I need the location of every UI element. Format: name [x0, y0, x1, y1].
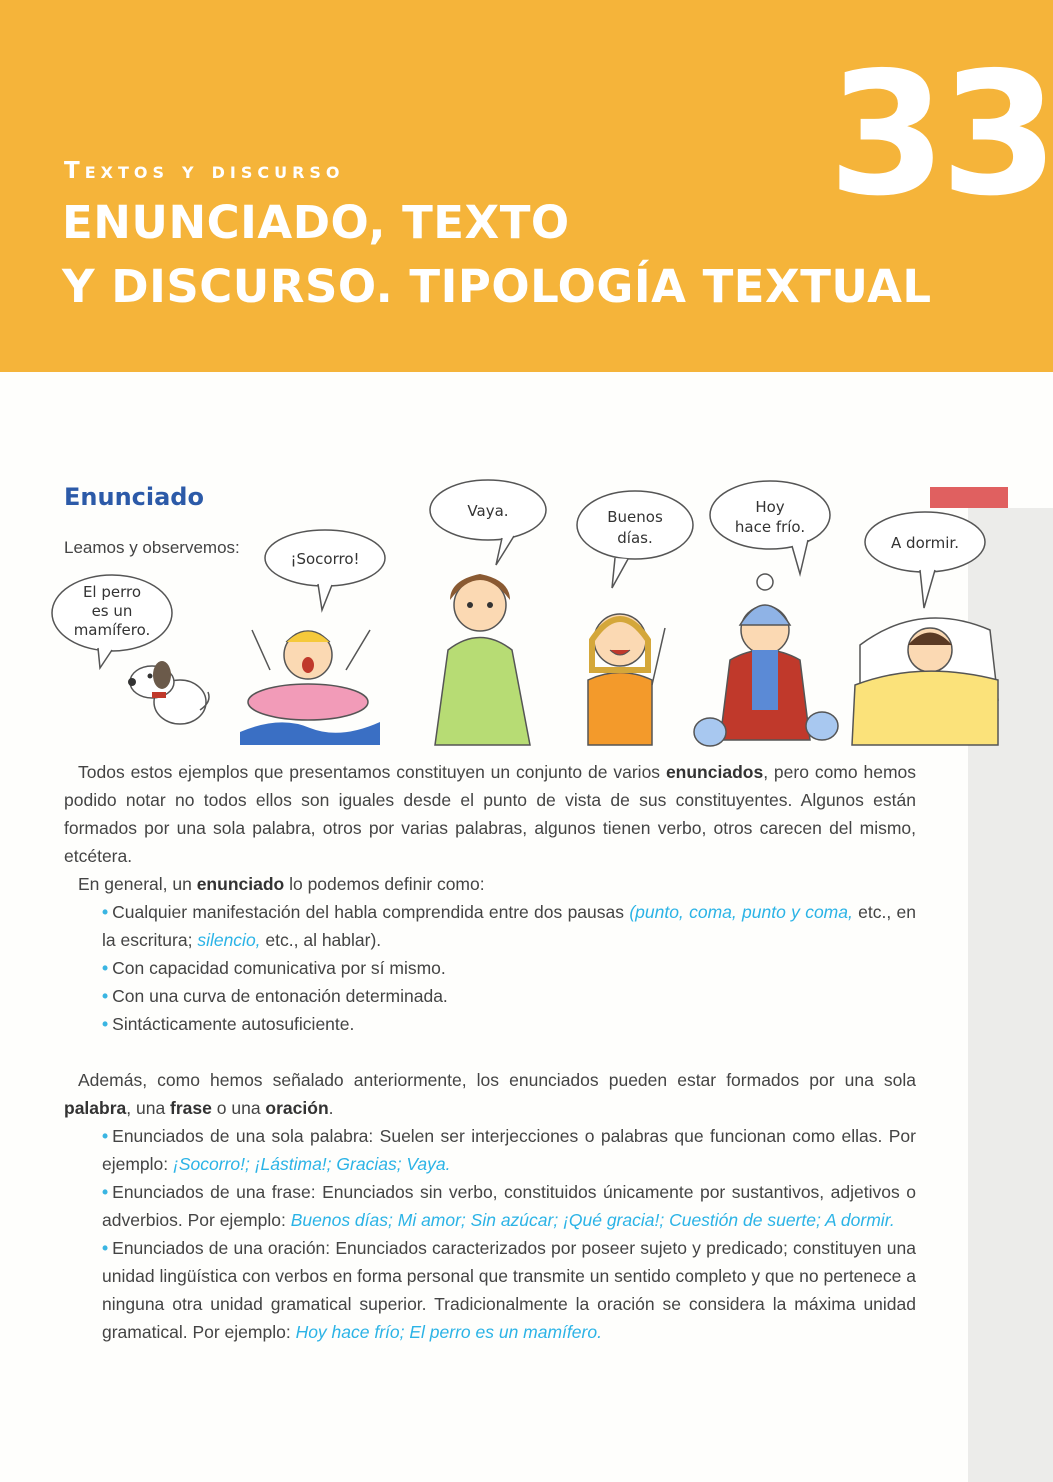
paragraph-2: En general, un enunciado lo podemos definir como:: [78, 874, 485, 894]
illustration-strip: [40, 470, 1000, 760]
cold-man-figure: [694, 574, 838, 746]
woman-figure: [435, 574, 530, 745]
list-item: • Con capacidad comunicativa por sí mismo.: [102, 958, 446, 978]
bubble-perro: [52, 575, 172, 668]
bubble-dormir: [865, 512, 985, 608]
bubble-buenos: [577, 491, 693, 588]
chapter-number: 33: [828, 36, 1053, 234]
list-item: • Cualquier manifestación del habla comprendida entre dos pausas (punto, coma, punto y coma, etc., en la escritura; silencio, etc., al hablar).: [102, 902, 916, 950]
list-item: • Enunciados de una frase: Enunciados sin verbo, constituidos únicamente por sustantivos, adjetivos o adverbios. Por ejemplo: Buenos días; Mi amor; Sin azúcar; ¡Qué gracia!; Cuestión de suerte; A dormir.: [102, 1182, 916, 1230]
paragraph-1: Todos estos ejemplos que presentamos constituyen un conjunto de varios enunciados, pero como hemos podido notar no todos ellos son iguales desde el punto de vista de sus constituyentes. Algunos están formados por una sola palabra, otros por varias palabras, algunos tienen verbo, otros carecen del mismo, etcétera.: [64, 762, 917, 866]
bubble-buenos-line2: días.: [617, 529, 653, 547]
chapter-title-line1: ENUNCIADO, TEXTO: [62, 196, 570, 249]
sleeping-child-figure: [852, 618, 998, 745]
bubble-perro-line3: mamífero.: [73, 621, 151, 639]
bubble-buenos-line1: Buenos: [607, 508, 663, 526]
bubble-hoy: [710, 481, 830, 574]
girl-figure: [588, 614, 665, 745]
term-enunciados: enunciados: [665, 762, 764, 782]
term-enunciado: enunciado: [196, 874, 285, 894]
chapter-title-line2: Y DISCURSO. TIPOLOGÍA TEXTUAL: [62, 260, 932, 313]
bubble-hoy-line2: hace frío.: [734, 518, 806, 536]
bubble-socorro-text: ¡Socorro!: [290, 550, 360, 568]
list-item: • Enunciados de una oración: Enunciados caracterizados por poseer sujeto y predicado; constituyen una unidad lingüística con verbos en forma personal que transmite un sentido completo y que no pertenece a ninguna otra unidad gramatical superior. Tradicionalmente la oración se considera la máxima unidad gramatical. Por ejemplo: Hoy hace frío; El perro es un mamífero.: [102, 1238, 916, 1342]
list-item: • Sintácticamente autosuficiente.: [102, 1014, 355, 1034]
bubble-perro-line1: El perro: [82, 583, 142, 601]
bubble-hoy-line1: Hoy: [755, 498, 785, 516]
definition-list: [64, 898, 916, 1038]
section-intro: Leamos y observemos:: [64, 538, 240, 557]
bubble-perro-line2: es un: [91, 602, 133, 620]
body-text: [64, 758, 916, 1346]
bubble-socorro: [265, 530, 385, 610]
paragraph-3: Además, como hemos señalado anteriormente, los enunciados pueden estar formados por una sola palabra, una frase o una oración.: [64, 1070, 916, 1118]
chapter-kicker: Textos y discurso: [64, 158, 345, 184]
types-list: [64, 1122, 916, 1346]
bubble-vaya: [430, 480, 546, 565]
bubble-dormir-text: A dormir.: [891, 534, 959, 552]
list-item: • Enunciados de una sola palabra: Suelen ser interjecciones o palabras que funcionan como ellas. Por ejemplo: ¡Socorro!; ¡Lástima!; Gracias; Vaya.: [102, 1126, 916, 1174]
list-item: • Con una curva de entonación determinada.: [102, 986, 448, 1006]
drowning-boy-figure: [240, 630, 380, 745]
section-heading: Enunciado: [64, 483, 204, 511]
chapter-banner: [0, 0, 1053, 372]
bubble-vaya-text: Vaya.: [467, 502, 509, 520]
dog-figure: [128, 661, 209, 724]
